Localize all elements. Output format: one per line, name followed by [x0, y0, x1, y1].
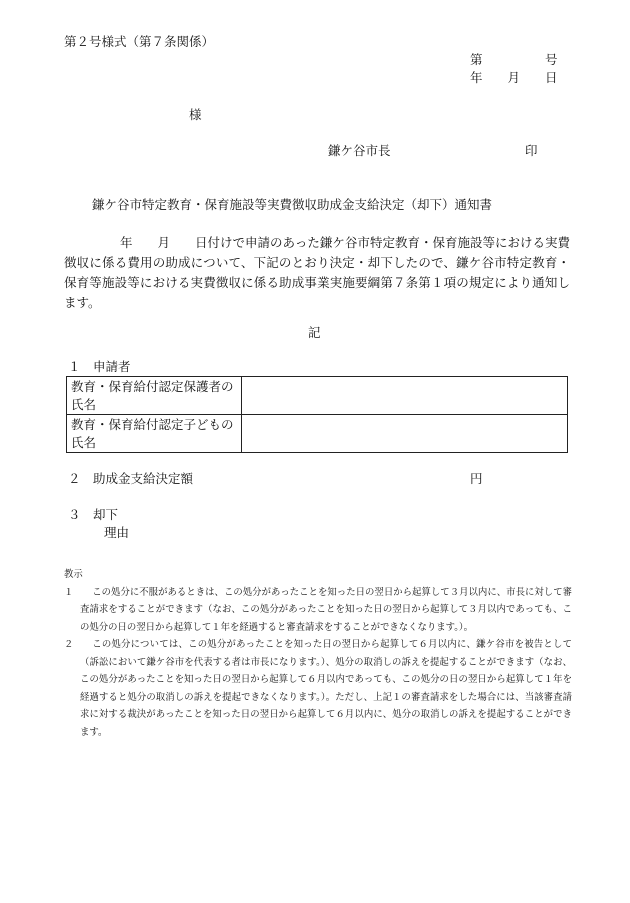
ki-heading: 記 — [308, 325, 321, 340]
appeal-notice — [64, 566, 572, 741]
guardian-name-label: 教育・保育給付認定保護者の氏名 — [67, 377, 242, 415]
notice-title: 教示 — [64, 569, 83, 580]
guardian-name-field[interactable] — [242, 377, 568, 415]
form-label: 第２号様式（第７条関係） — [64, 34, 215, 49]
document-number-line: 第 号 — [470, 52, 558, 67]
notice-item-number: ２ — [64, 639, 74, 650]
child-name-label: 教育・保育給付認定子どもの氏名 — [67, 415, 242, 453]
notice-item-text: この処分に不服があるときは、この処分があったことを知った日の翌日から起算して３月以内に、市長に対して審査請求をすることができます（なお、この処分があったことを知った日の翌日から起算して３月以内であっても、この処分の日の翌日から起算して１年を経過すると審査請求をすることができなくなります。）。 — [80, 586, 572, 633]
rejection-heading: ３ 却下 — [68, 507, 119, 522]
document-title: 鎌ケ谷市特定教育・保育施設等実費徴収助成金支給決定（却下）通知書 — [92, 197, 493, 212]
addressee-suffix: 様 — [189, 107, 202, 122]
amount-heading: ２ 助成金支給決定額 — [68, 471, 194, 486]
amount-unit: 円 — [470, 471, 483, 486]
table-row — [67, 415, 568, 453]
body-text: 年 月 日付けで申請のあった鎌ケ谷市特定教育・保育施設等における実費徴収に係る費用の助成について、下記のとおり決定・却下したので、鎌ケ谷市特定教育・保育等施設等における実費徴収に係る助成事業実施要綱第７条第１項の規定により通知します。 — [64, 235, 570, 310]
notice-item — [64, 584, 572, 637]
applicant-heading: １ 申請者 — [68, 359, 131, 374]
notice-item — [64, 636, 572, 741]
notice-item-text: この処分については、この処分があったことを知った日の翌日から起算して６月以内に、鎌ケ谷市を被告として（訴訟において鎌ケ谷市を代表する者は市長になります。）、処分の取消しの訴えを提起することができます（なお、この処分があったことを知った日の翌日から起算して６月以内であっても、この処分の日の翌日から起算して１年を経過すると処分の取消しの訴えを提起できなくなります。）。ただし、上記１の審査請求をした場合には、当該審査請求に対する裁決があったことを知った日の翌日から起算して６月以内に、処分の取消しの訴えを提起することができます。 — [80, 639, 572, 738]
reason-label: 理由 — [104, 525, 130, 540]
body-paragraph — [64, 233, 570, 313]
notice-item-number: １ — [64, 586, 74, 598]
child-name-field[interactable] — [242, 415, 568, 453]
applicant-table — [66, 376, 568, 453]
table-row — [67, 377, 568, 415]
document-date-line: 年 月 日 — [470, 70, 558, 85]
issuer-name: 鎌ケ谷市長 — [328, 143, 391, 158]
seal-mark: 印 — [525, 143, 538, 158]
